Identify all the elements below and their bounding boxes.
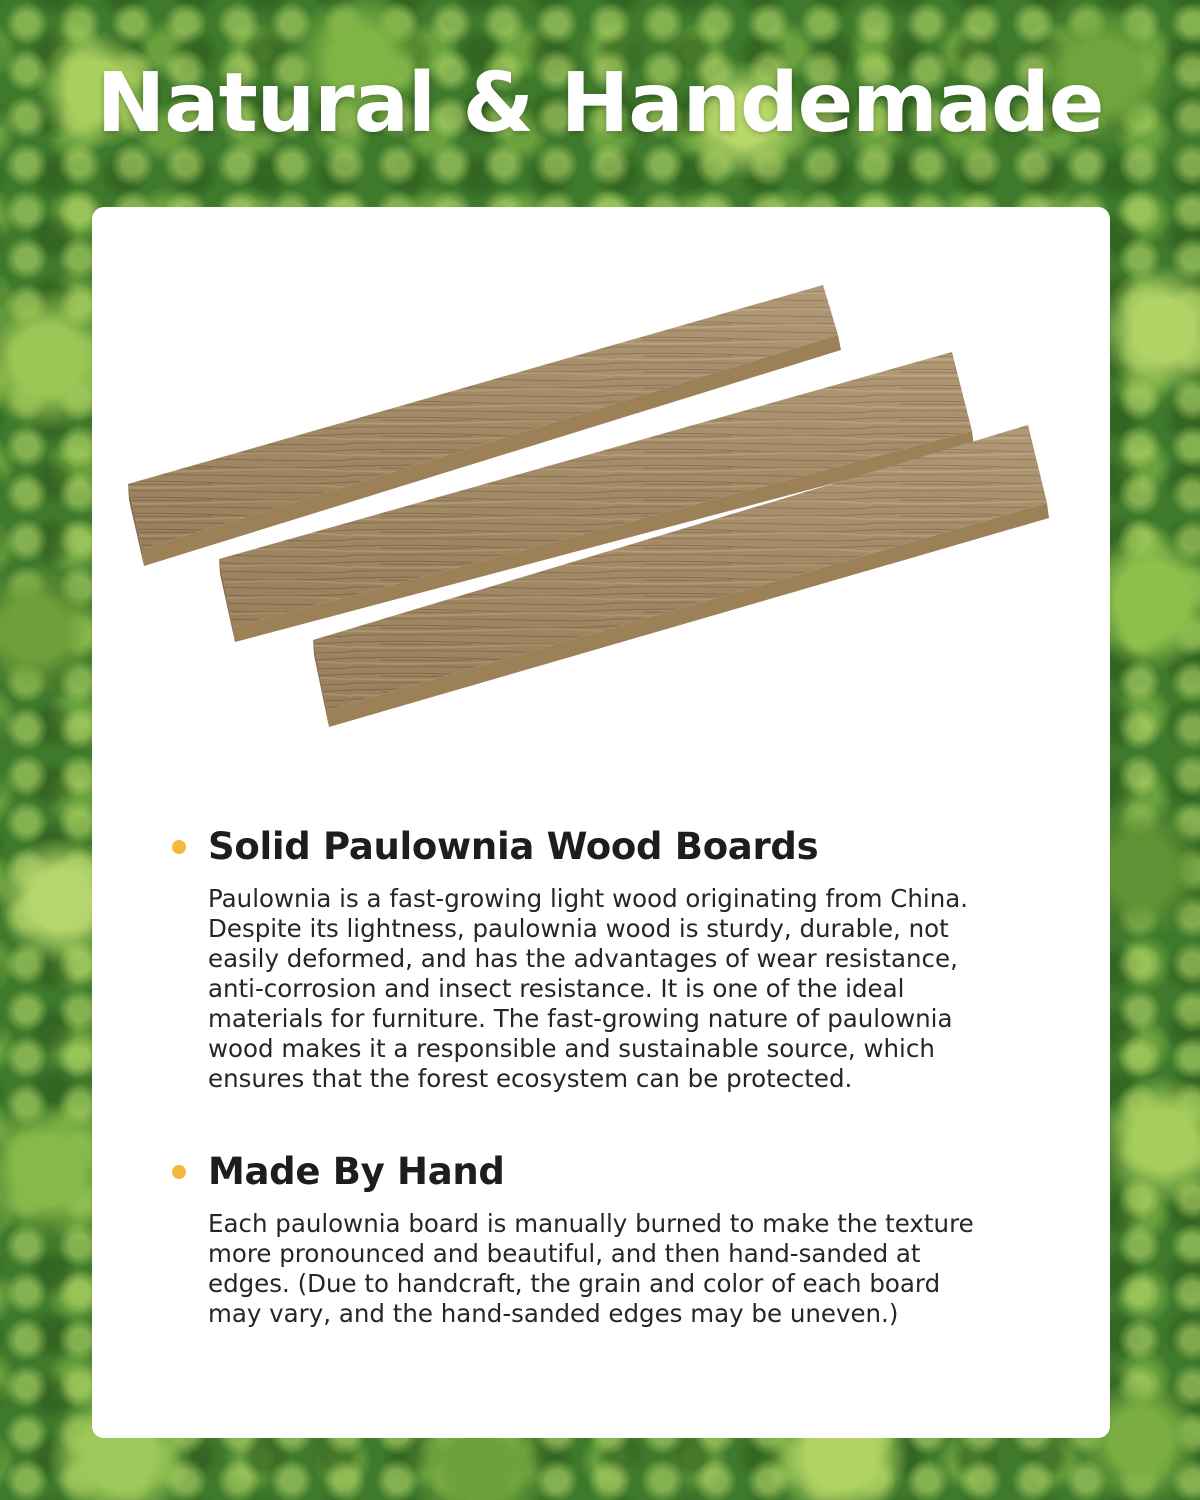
- wood-boards-image: [92, 207, 1110, 767]
- section-made-by-hand: [172, 1150, 1032, 1329]
- section-solid-wood: [172, 825, 1032, 1094]
- section-body: Each paulownia board is manually burned to make the texture more pronounced and beautiful, and then hand-sanded at edges. (Due to handcraft, the grain and color of each board may vary, and the hand-sanded edges may be uneven.): [208, 1209, 974, 1328]
- bullet-dot-icon: [172, 840, 186, 854]
- section-heading-row: [172, 825, 1032, 868]
- section-heading-row: [172, 1150, 1032, 1193]
- bullet-dot-icon: [172, 1165, 186, 1179]
- section-heading: Made By Hand: [208, 1150, 505, 1193]
- headline: Natural & Handemade: [96, 56, 1104, 151]
- content-card: [92, 207, 1110, 1438]
- section-body: Paulownia is a fast-growing light wood originating from China. Despite its lightness, paulownia wood is sturdy, durable, not easily deformed, and has the advantages of wear resistance, anti-corrosion and insect resistance. It is one of the ideal materials for furniture. The fast-growing nature of paulownia wood makes it a responsible and sustainable source, which ensures that the forest ecosystem can be protected.: [208, 884, 969, 1093]
- section-heading: Solid Paulownia Wood Boards: [208, 825, 819, 868]
